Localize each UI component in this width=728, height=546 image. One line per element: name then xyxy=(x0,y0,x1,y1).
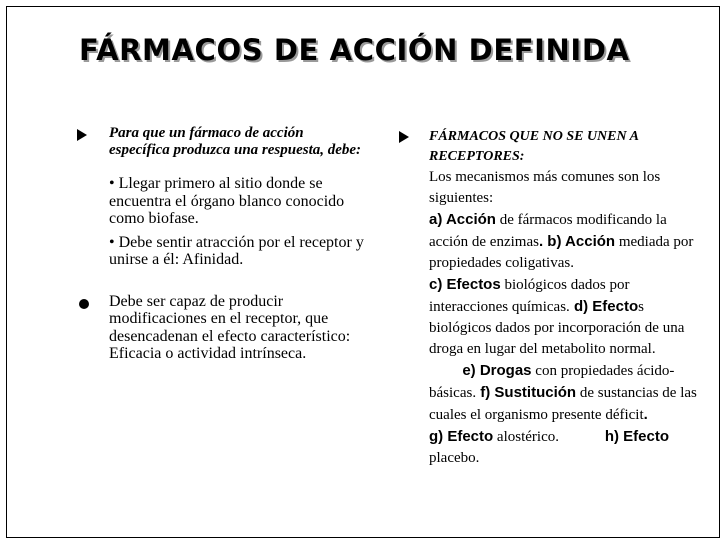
left-column xyxy=(75,125,365,363)
item-e-label: e) Drogas xyxy=(429,362,532,379)
item-b-label: . b) Acción xyxy=(538,233,616,250)
item-e-text: con propiedades ácido-básicas. xyxy=(429,363,675,401)
right-column xyxy=(409,127,699,469)
left-bullet-2-text: Debe ser capaz de producir modificaciones en el receptor, que desencadenan el efecto característico: Eficacia o actividad intrínseca. xyxy=(109,292,351,362)
right-bullet-body xyxy=(409,167,699,469)
arrow-bullet-icon xyxy=(399,129,419,145)
right-bullet xyxy=(409,127,699,167)
item-f-text: de sustancias de las cuales el organismo presente déficit xyxy=(429,385,697,423)
left-bullet-1 xyxy=(75,125,365,159)
item-d-text: s biológicos dados por incorporación de una droga en lugar del metabolito normal. xyxy=(429,299,685,357)
left-sub-1: • Llegar primero al sitio donde se encuentra el órgano blanco conocido como biofase. xyxy=(109,175,345,227)
item-g-label: g) Efecto xyxy=(429,428,494,445)
item-g-text: alostérico. xyxy=(493,429,559,445)
item-c-label: c) Efectos xyxy=(429,276,501,293)
disc-bullet-icon xyxy=(77,295,97,311)
left-bullet-2 xyxy=(75,293,365,363)
item-c-text: biológicos dados por interacciones químicas. xyxy=(429,277,630,315)
left-sub-2: • Debe sentir atracción por el receptor y unirse a él: Afinidad. xyxy=(109,233,364,268)
item-f-end: . xyxy=(643,406,648,423)
arrow-bullet-icon xyxy=(77,127,97,143)
right-bullet-lead: FÁRMACOS QUE NO SE UNEN A RECEPTORES: xyxy=(429,129,639,164)
item-b-text: mediada por propiedades coligativas. xyxy=(429,234,694,271)
item-d-label: d) Efecto xyxy=(569,298,639,315)
item-f-label: f) Sustitución xyxy=(476,384,577,401)
left-bullet-1-text: Para que un fármaco de acción específica produzca una respuesta, debe: xyxy=(109,125,362,158)
item-h-text: placebo. xyxy=(429,450,480,466)
intro-text: Los mecanismos más comunes son los siguientes: xyxy=(429,169,661,206)
item-a-label: a) Acción xyxy=(429,211,496,228)
item-a-text: de fármacos modificando la acción de enzimas xyxy=(429,212,667,250)
slide-title: FÁRMACOS DE ACCIÓN DEFINIDA xyxy=(79,33,630,67)
slide xyxy=(6,6,720,538)
item-h-label: h) Efecto xyxy=(558,428,669,445)
